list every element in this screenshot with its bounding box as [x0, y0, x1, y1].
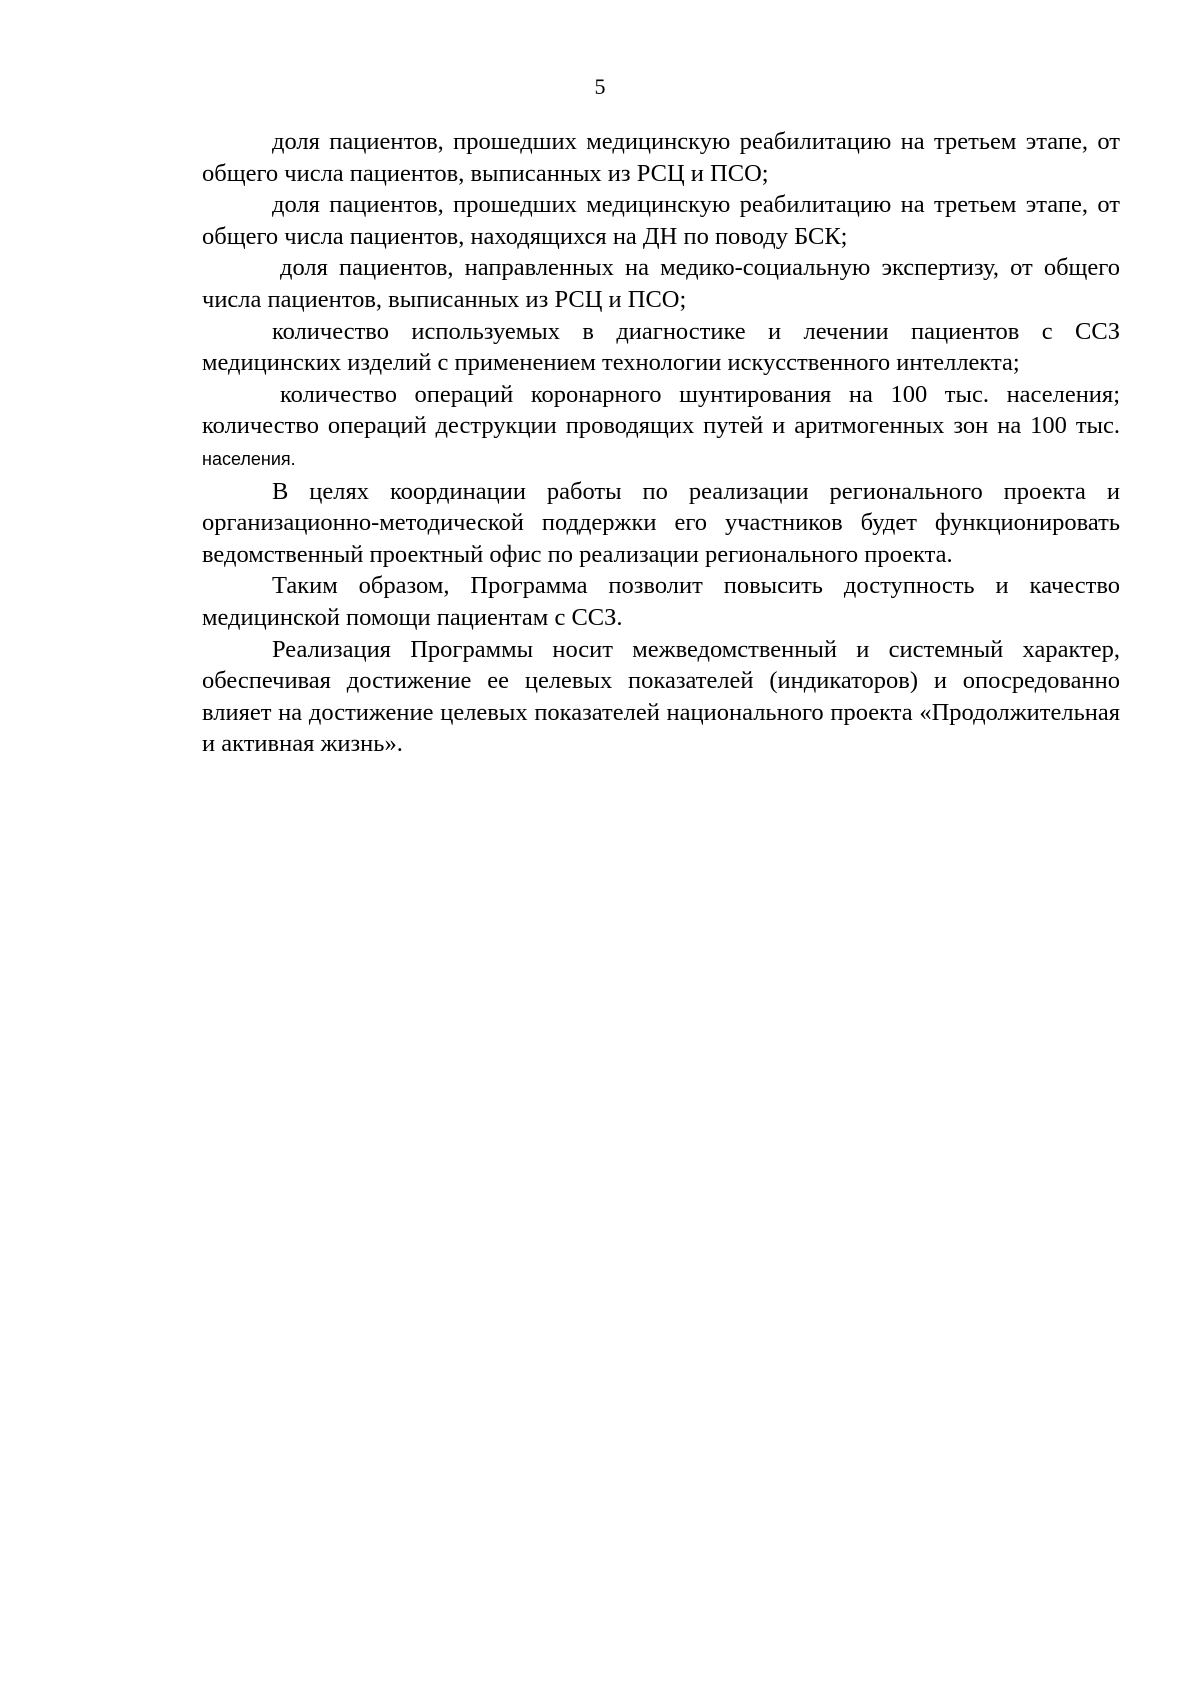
paragraph-operations-text: количество операций коронарного шунтирования на 100 тыс. населения; количество операций деструкции проводящих путей и аритмогенных зон на 100 тыс. — [202, 380, 1120, 440]
paragraph-summary: Таким образом, Программа позволит повысить доступность и качество медицинской помощи пациентам с ССЗ. — [202, 572, 1120, 631]
page-number: 5 — [594, 74, 606, 99]
paragraph-project-office: В целях координации работы по реализации регионального проекта и организационно-методической поддержки его участников будет функционировать ведомственный проектный офис по реализации регионального проекта. — [202, 477, 1120, 568]
paragraph-implementation: Реализация Программы носит межведомственный и системный характер, обеспечивая достижение ее целевых показателей (индикаторов) и опосредованно влияет на достижение целевых показателей национального проекта «Продолжительная и активная жизнь». — [202, 635, 1120, 758]
document-body — [202, 126, 1120, 760]
paragraph-ai-medical-devices: количество используемых в диагностике и лечении пациентов с ССЗ медицинских изделий с применением технологии искусственного интеллекта; — [202, 317, 1120, 377]
paragraph-rehab-rsc-pso: доля пациентов, прошедших медицинскую реабилитацию на третьем этапе, от общего числа пациентов, выписанных из РСЦ и ПСО; — [202, 128, 1120, 187]
paragraph-operations-tail: населения. — [202, 448, 296, 469]
paragraph-operations-count — [202, 379, 1120, 476]
paragraph-mse-referral: доля пациентов, направленных на медико-социальную экспертизу, от общего числа пациентов, выписанных из РСЦ и ПСО; — [202, 254, 1120, 313]
paragraph-rehab-dn-bsk: доля пациентов, прошедших медицинскую реабилитацию на третьем этапе, от общего числа пациентов, находящихся на ДН по поводу БСК; — [202, 191, 1120, 250]
